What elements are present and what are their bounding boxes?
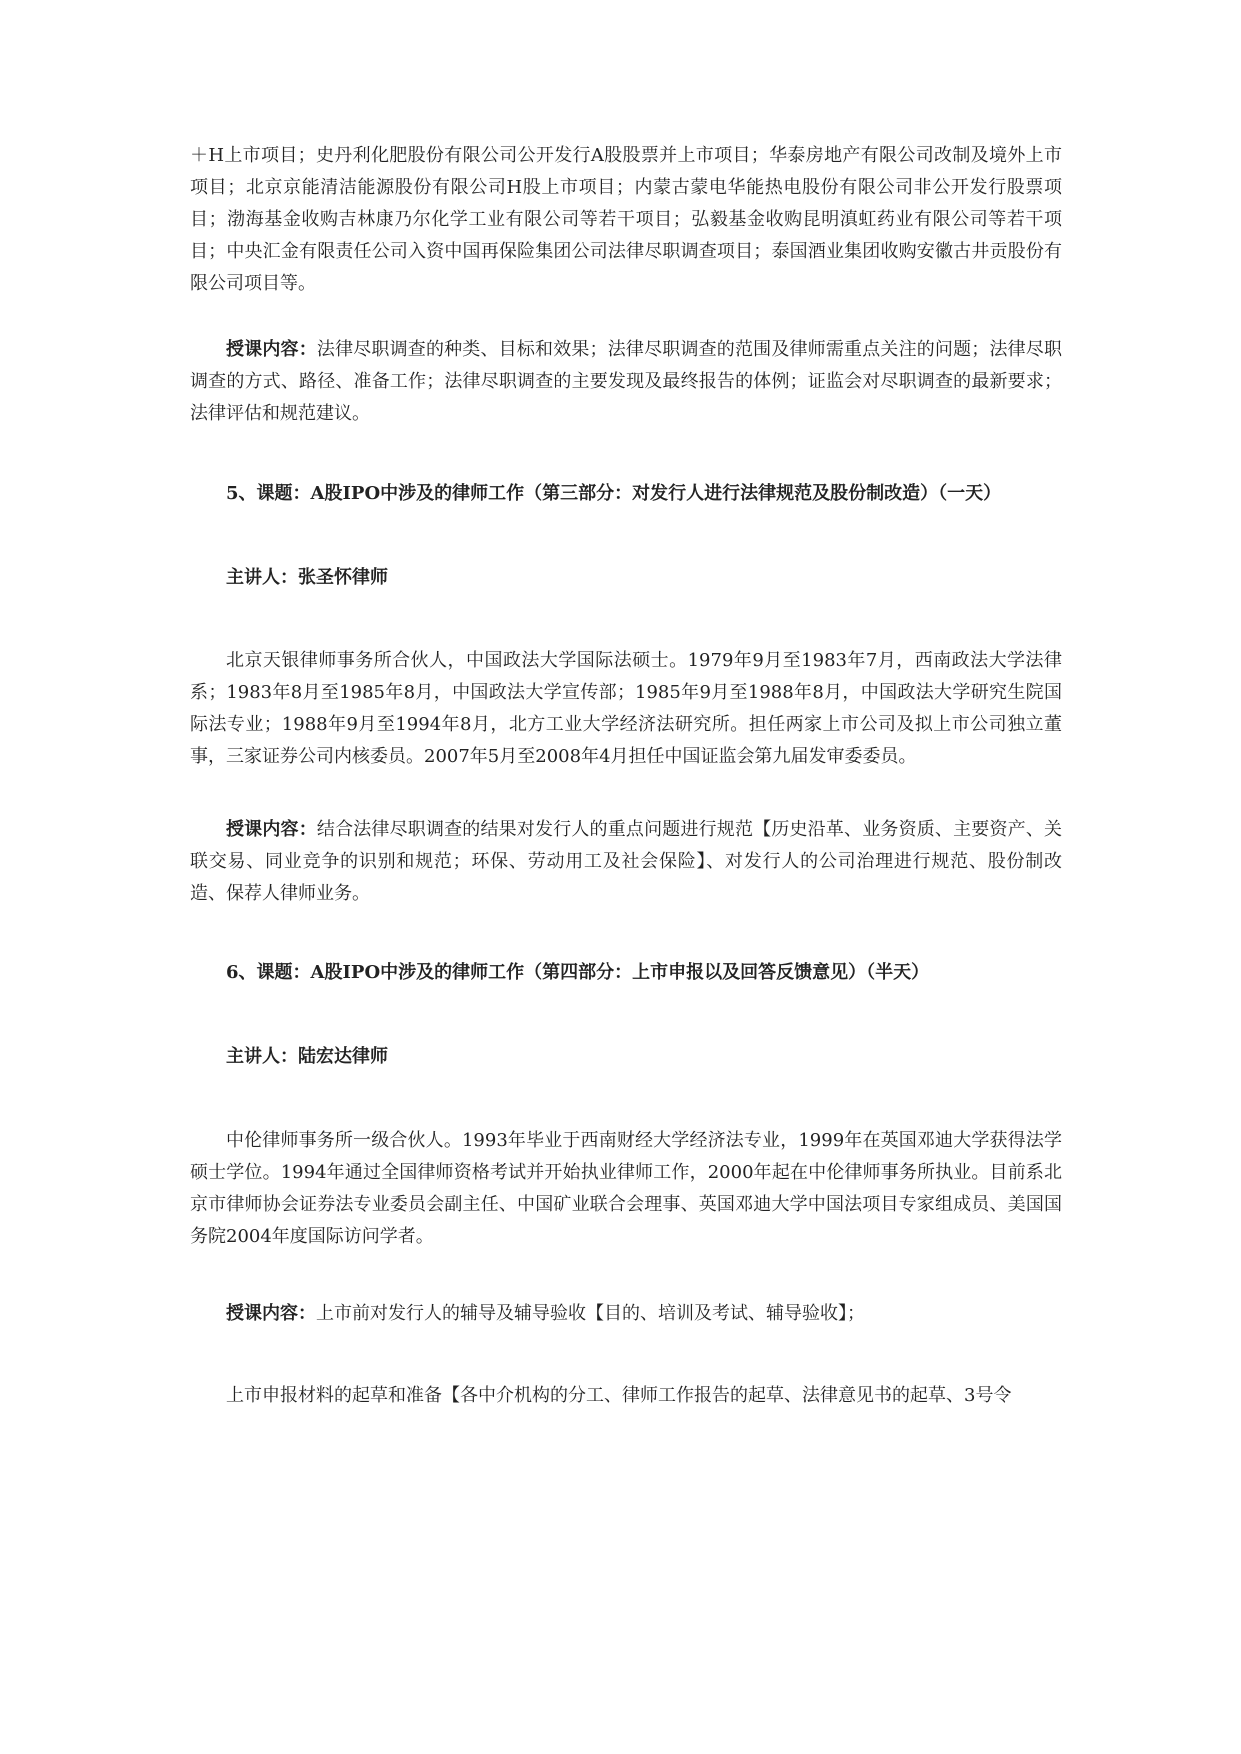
paragraph-course-content-1 — [190, 334, 1062, 430]
course-content-text: 上市前对发行人的辅导及辅导验收【目的、培训及考试、辅导验收】； — [316, 1303, 865, 1324]
course-content-label: 授课内容： — [226, 819, 317, 840]
topic-6-speaker: 主讲人：陆宏达律师 — [226, 1046, 388, 1067]
course-content-text: 结合法律尽职调查的结果对发行人的重点问题进行规范【历史沿革、业务资质、主要资产、关联交易、同业竞争的识别和规范；环保、劳动用工及社会保险】、对发行人的公司治理进行规范、股份制改造、保荐人律师业务。 — [190, 819, 1062, 904]
paragraph-application-materials: 上市申报材料的起草和准备【各中介机构的分工、律师工作报告的起草、法律意见书的起草、3号令 — [226, 1385, 1012, 1406]
speaker-5-bio: 北京天银律师事务所合伙人，中国政法大学国际法硕士。1979年9月至1983年7月，西南政法大学法律系；1983年8月至1985年8月，中国政法大学宣传部；1985年9月至1988年8月，中国政法大学研究生院国际法专业；1988年9月至1994年8月，北方工业大学经济法研究所。担任两家上市公司及拟上市公司独立董事，三家证券公司内核委员。2007年5月至2008年4月担任中国证监会第九届发审委委员。 — [190, 650, 1062, 767]
topic-5-heading: 5、课题：A股IPO中涉及的律师工作（第三部分：对发行人进行法律规范及股份制改造）（一天） — [226, 483, 1002, 504]
speaker-6-bio: 中伦律师事务所一级合伙人。1993年毕业于西南财经大学经济法专业，1999年在英国邓迪大学获得法学硕士学位。1994年通过全国律师资格考试并开始执业律师工作，2000年起在中伦律师事务所执业。目前系北京市律师协会证券法专业委员会副主任、中国矿业联合会理事、英国邓迪大学中国法项目专家组成员、美国国务院2004年度国际访问学者。 — [190, 1130, 1062, 1247]
course-content-label: 授课内容： — [226, 1303, 316, 1324]
paragraph-course-content-2 — [190, 814, 1062, 910]
topic-5-speaker: 主讲人：张圣怀律师 — [226, 567, 388, 588]
paragraph-project-list: ＋H上市项目；史丹利化肥股份有限公司公开发行A股股票并上市项目；华泰房地产有限公司改制及境外上市项目；北京京能清洁能源股份有限公司H股上市项目；内蒙古蒙电华能热电股份有限公司非公开发行股票项目；渤海基金收购吉林康乃尔化学工业有限公司等若干项目；弘毅基金收购昆明滇虹药业有限公司等若干项目；中央汇金有限责任公司入资中国再保险集团公司法律尽职调查项目；泰国酒业集团收购安徽古井贡股份有限公司项目等。 — [190, 145, 1062, 294]
paragraph-course-content-3 — [190, 1298, 1062, 1330]
course-content-label: 授课内容： — [226, 339, 317, 360]
course-content-text: 法律尽职调查的种类、目标和效果；法律尽职调查的范围及律师需重点关注的问题；法律尽职调查的方式、路径、准备工作；法律尽职调查的主要发现及最终报告的体例；证监会对尽职调查的最新要求；法律评估和规范建议。 — [190, 339, 1062, 424]
topic-6-heading: 6、课题：A股IPO中涉及的律师工作（第四部分：上市申报以及回答反馈意见）（半天） — [226, 962, 930, 983]
